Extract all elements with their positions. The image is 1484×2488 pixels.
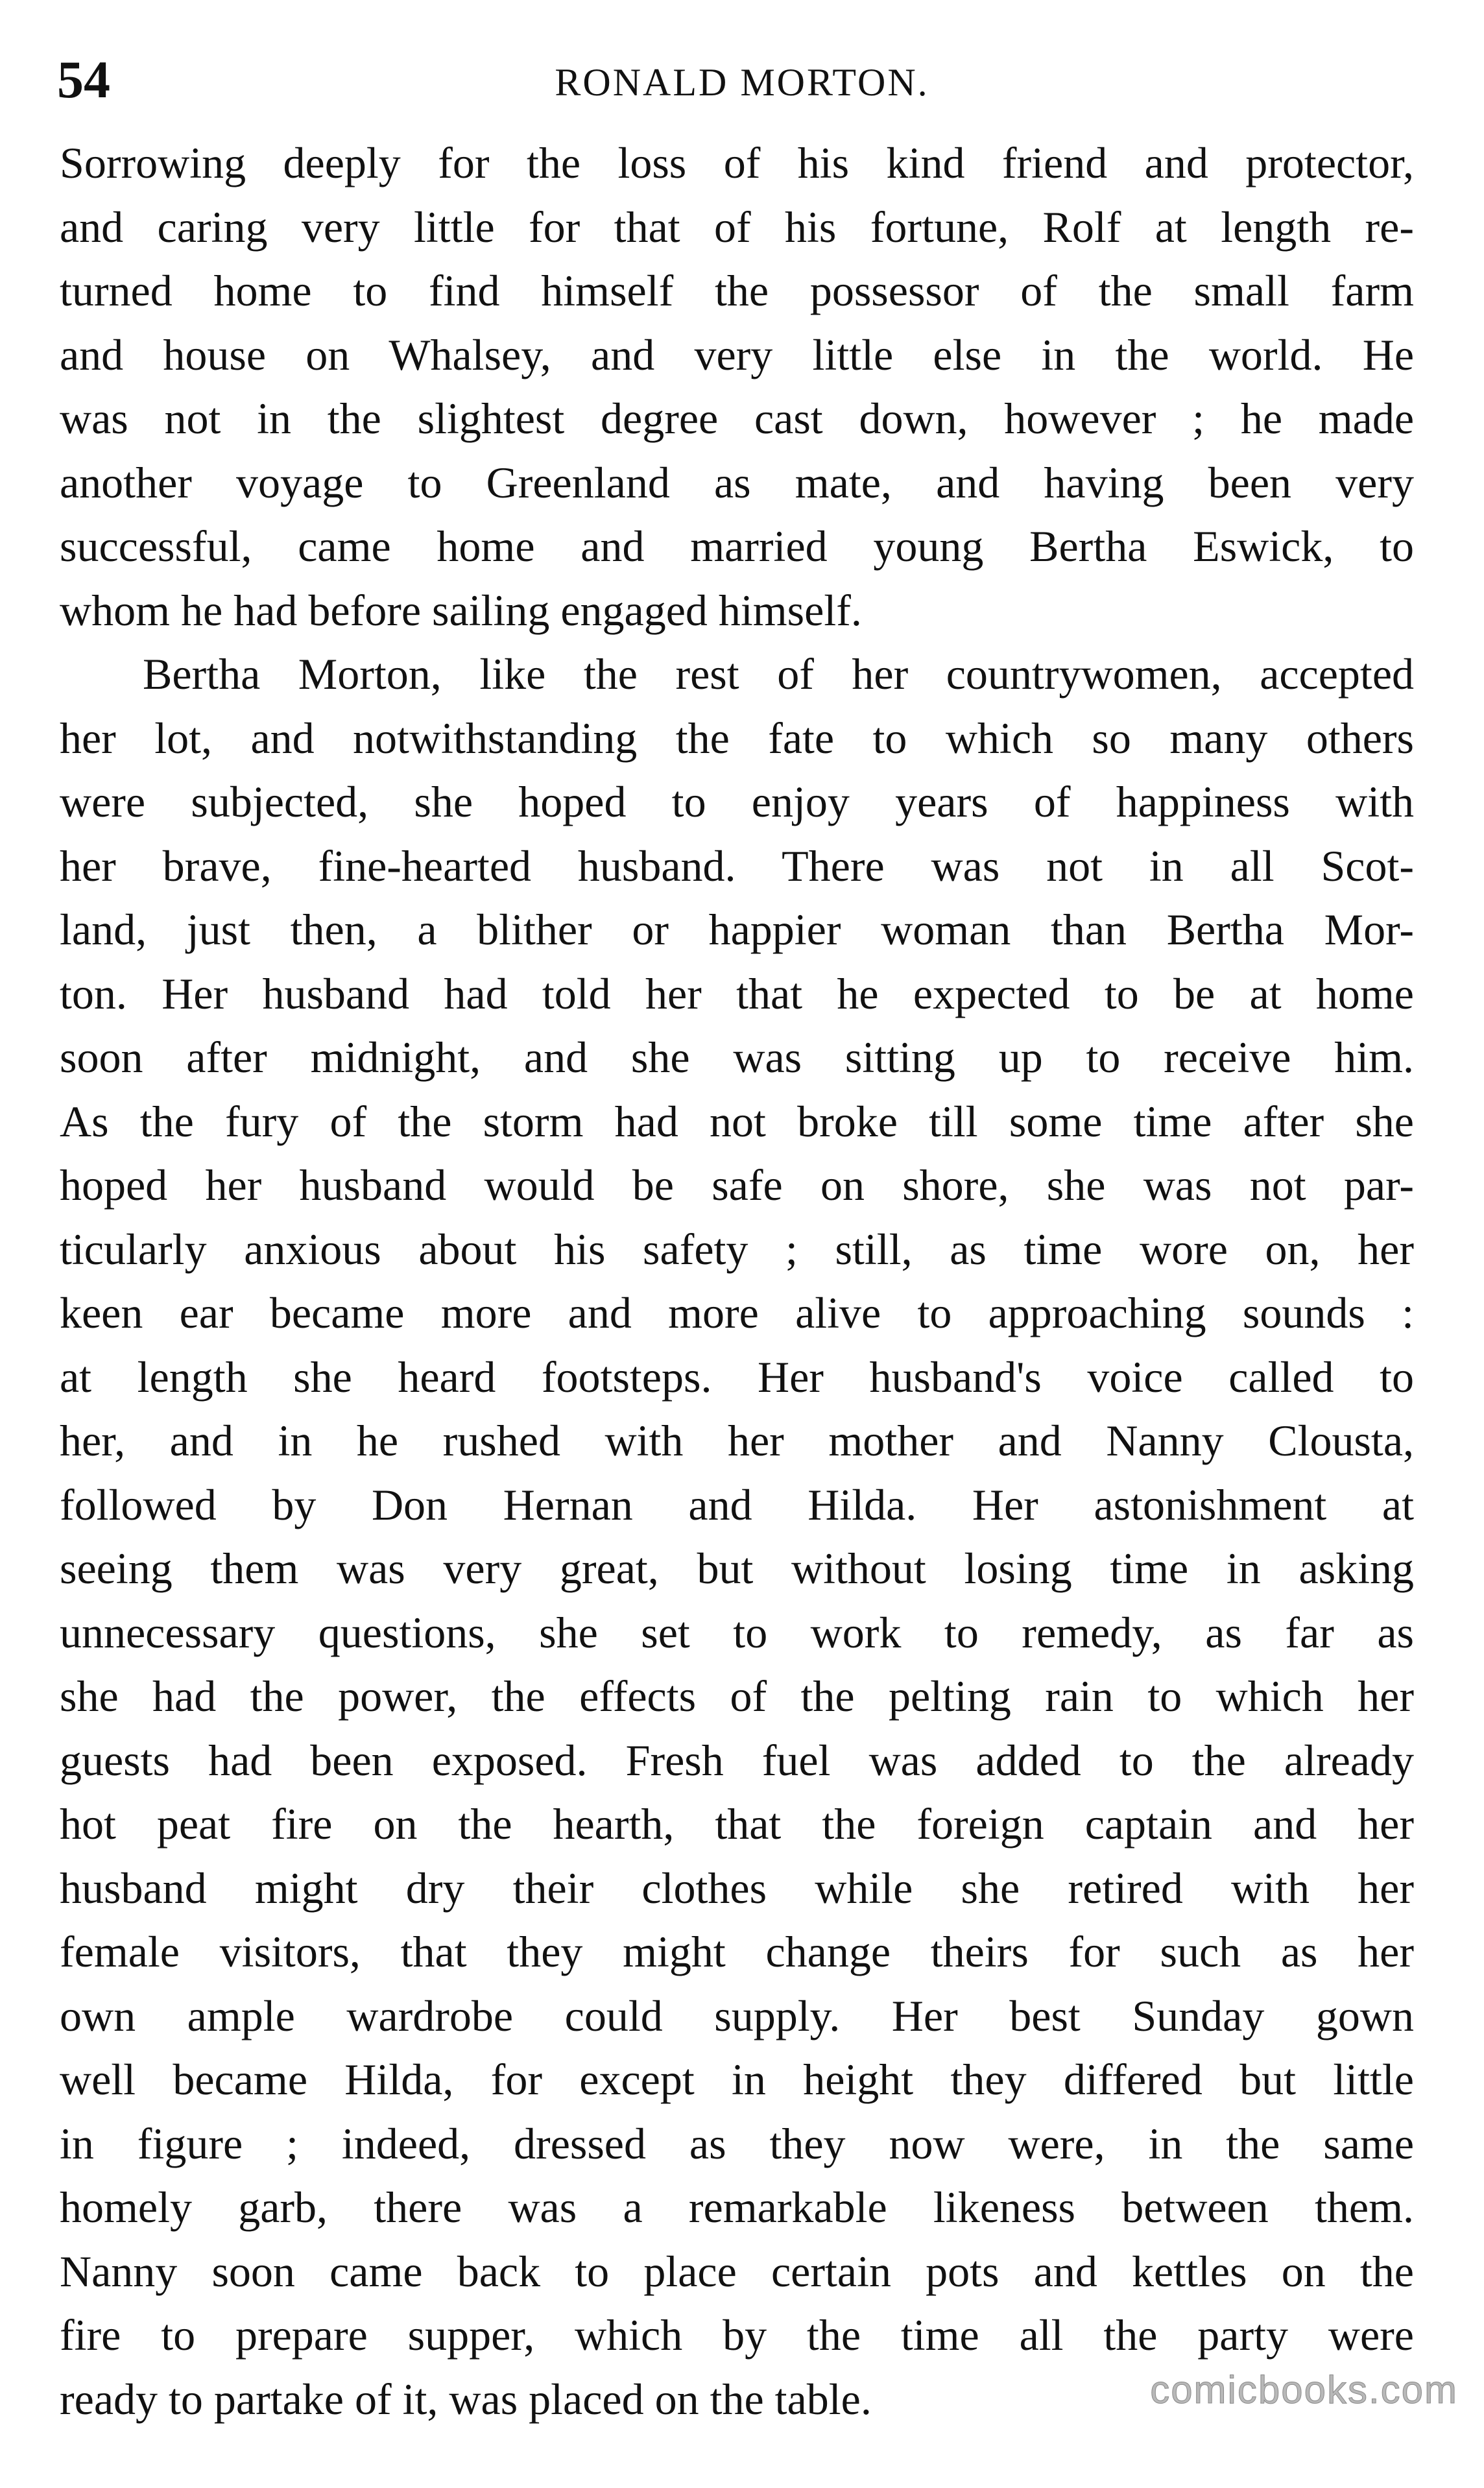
text-line: followed by Don Hernan and Hilda. Her astonishment at [60,1479,1414,1529]
text-line: successful, came home and married young Bertha Eswick, to [60,521,1414,571]
text-line: As the fury of the storm had not broke till some time after she [60,1096,1414,1146]
text-line: ticularly anxious about his safety ; still, as time wore on, her [60,1224,1414,1274]
body-text [60,131,1414,2431]
text-line: homely garb, there was a remarkable likeness between them. [60,2183,1414,2232]
text-line: Nanny soon came back to place certain pots and kettles on the [60,2246,1414,2296]
text-line: in figure ; indeed, dressed as they now were, in the same [60,2118,1414,2168]
text-line: hoped her husband would be safe on shore, she was not par- [60,1160,1414,1210]
text-line: her lot, and notwithstanding the fate to which so many others [60,713,1414,763]
text-line: her brave, fine-hearted husband. There was not in all Scot- [60,841,1414,891]
text-line: another voyage to Greenland as mate, and having been very [60,457,1414,507]
paragraph-start-line: Bertha Morton, like the rest of her countrywomen, accepted [143,649,1414,699]
text-line: hot peat fire on the hearth, that the foreign captain and her [60,1799,1414,1848]
text-line: her, and in he rushed with her mother and Nanny Clousta, [60,1416,1414,1465]
text-line: Sorrowing deeply for the loss of his kind friend and protector, [60,138,1414,187]
text-line: whom he had before sailing engaged himself. [60,585,862,635]
page-header [0,44,1484,115]
text-line: fire to prepare supper, which by the time all the party were [60,2310,1414,2360]
text-line: ready to partake of it, was placed on the table. [60,2374,872,2424]
text-line: turned home to find himself the possessor of the small farm [60,266,1414,315]
watermark: comicbooks.com [1150,2368,1458,2411]
text-line: keen ear became more and more alive to approaching sounds : [60,1288,1414,1337]
text-line: she had the power, the effects of the pelting rain to which her [60,1671,1414,1721]
text-line: land, just then, a blither or happier woman than Bertha Mor- [60,905,1414,954]
page-number: 54 [57,50,110,109]
text-line: was not in the slightest degree cast down, however ; he made [60,394,1414,443]
text-line: and house on Whalsey, and very little else in the world. He [60,329,1414,379]
text-line: female visitors, that they might change theirs for such as her [60,1927,1414,1976]
running-title: RONALD MORTON. [555,61,929,104]
text-line: guests had been exposed. Fresh fuel was added to the already [60,1735,1414,1785]
text-line: at length she heard footsteps. Her husband's voice called to [60,1352,1414,1402]
text-line: were subjected, she hoped to enjoy years of happiness with [60,777,1414,826]
text-line: well became Hilda, for except in height they differed but little [60,2055,1414,2104]
text-line: husband might dry their clothes while she retired with her [60,1863,1414,1913]
text-line: soon after midnight, and she was sitting up to receive him. [60,1033,1414,1082]
text-line: own ample wardrobe could supply. Her best Sunday gown [60,1991,1414,2040]
text-line: seeing them was very great, but without losing time in asking [60,1544,1414,1593]
text-line: unnecessary questions, she set to work to remedy, as far as [60,1607,1414,1657]
text-line: ton. Her husband had told her that he expected to be at home [60,968,1414,1018]
text-line: and caring very little for that of his fortune, Rolf at length re- [60,202,1414,252]
